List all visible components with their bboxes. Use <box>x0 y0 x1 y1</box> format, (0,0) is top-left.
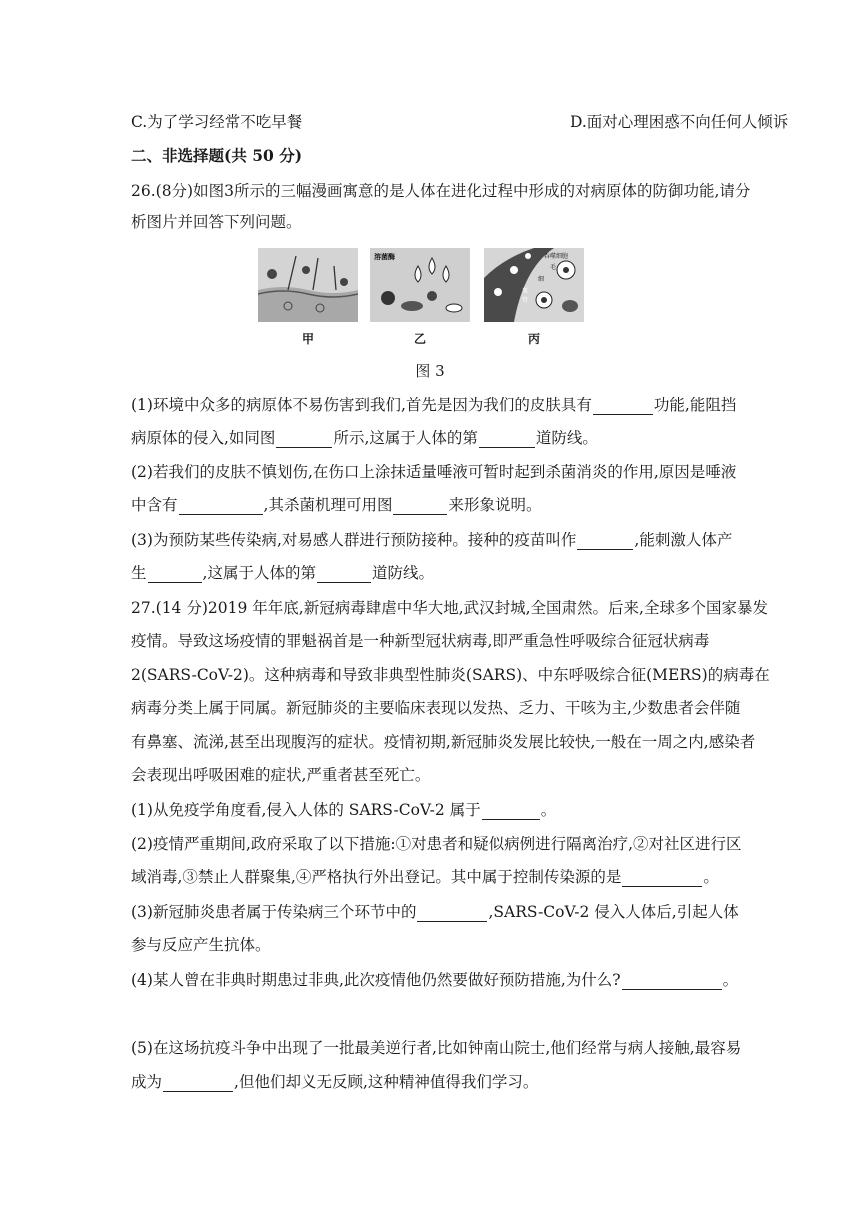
q27-part2-line-2 <box>131 867 719 887</box>
answer-blank[interactable] <box>593 398 653 415</box>
q27-part1-text-b: 。 <box>540 801 557 819</box>
q26-part3-text-c: 生 <box>131 564 147 582</box>
q26-stem-line-1: 26.(8分)如图3所示的三幅漫画寓意的是人体在进化过程中形成的对病原体的防御功能,请分 <box>131 182 751 200</box>
answer-blank[interactable] <box>276 431 332 448</box>
answer-blank[interactable] <box>482 803 540 820</box>
q27-stem-line-2: 疫情。导致这场疫情的罪魁祸首是一种新型冠状病毒,即严重急性呼吸综合征冠状病毒 <box>131 632 710 650</box>
q27-part5-text-b: ,但他们却义无反顾,这种精神值得我们学习。 <box>234 1073 539 1091</box>
q27-part2-text-a: 域消毒,③禁止人群聚集,④严格执行外出登记。其中属于控制传染源的是 <box>131 868 622 886</box>
q27-stem-line-4: 病毒分类上属于同属。新冠肺炎的主要临床表现以发热、乏力、干咳为主,少数患者会伴随 <box>131 699 741 717</box>
q26-part2-text-c: 来形象说明。 <box>448 496 542 514</box>
q26-part1-text-e: 道防线。 <box>535 429 598 447</box>
phagocyte-illustration <box>484 248 584 322</box>
q27-part5-line-2 <box>131 1072 538 1092</box>
q27-part4-line <box>131 970 738 990</box>
skin-barrier-illustration <box>258 248 358 322</box>
q27-part2-text-b: 。 <box>703 868 719 886</box>
capillary-char-4: 管 <box>522 298 529 304</box>
q26-part2-line-1: (2)若我们的皮肤不慎划伤,在伤口上涂抹适量唾液可暂时起到杀菌消炎的作用,原因是唾液 <box>131 463 737 481</box>
figure-label-yi: 乙 <box>413 332 426 346</box>
q26-part1-text-c: 病原体的侵入,如同图 <box>131 429 276 447</box>
answer-blank[interactable] <box>479 431 535 448</box>
q27-part5-text-a: 成为 <box>131 1073 163 1091</box>
capillary-char-1: 毛 <box>550 265 557 271</box>
figure-panel-bing <box>484 248 584 322</box>
figure-panel-yi <box>370 248 470 322</box>
q26-part3-line-1 <box>131 530 732 550</box>
q26-part2-line-2 <box>131 495 541 515</box>
q27-part4-text-a: (4)某人曾在非典时期患过非典,此次疫情他仍然要做好预防措施,为什么? <box>131 971 621 989</box>
options-row <box>131 112 789 132</box>
q26-part3-text-a: (3)为预防某些传染病,对易感人群进行预防接种。接种的疫苗叫作 <box>131 531 577 549</box>
answer-blank[interactable] <box>163 1075 233 1092</box>
q26-part1-text-d: 所示,这属于人体的第 <box>333 429 478 447</box>
figure-3 <box>258 248 618 348</box>
answer-blank[interactable] <box>148 566 202 583</box>
q26-part3-text-e: 道防线。 <box>371 564 434 582</box>
q26-part3-text-d: ,这属于人体的第 <box>202 564 316 582</box>
figure-label-jia: 甲 <box>301 332 314 346</box>
q27-part3-line-1 <box>131 902 739 922</box>
figure-caption: 图 3 <box>415 362 445 380</box>
q26-part1-line-1 <box>131 395 736 415</box>
q26-part1-text-a: (1)环境中众多的病原体不易伤害到我们,首先是因为我们的皮肤具有 <box>131 396 592 414</box>
lysozyme-illustration <box>370 248 470 322</box>
answer-blank[interactable] <box>417 905 487 922</box>
phagocyte-label: 吞噬细胞 <box>544 254 569 260</box>
q27-part3-text-a: (3)新冠肺炎患者属于传染病三个环节中的 <box>131 903 417 921</box>
answer-blank[interactable] <box>622 973 722 990</box>
answer-blank[interactable] <box>622 870 702 887</box>
q26-part1-text-b: 功能,能阻挡 <box>653 396 737 414</box>
q26-part2-text-a: 中含有 <box>131 496 178 514</box>
q27-part5-line-1: (5)在这场抗疫斗争中出现了一批最美逆行者,比如钟南山院士,他们经常与病人接触,最容易 <box>131 1039 742 1057</box>
q26-part3-line-2 <box>131 563 434 583</box>
option-c: C.为了学习经常不吃早餐 <box>131 113 303 131</box>
q27-stem-line-6: 会表现出呼吸困难的症状,严重者甚至死亡。 <box>131 766 431 784</box>
q27-part1-text-a: (1)从免疫学角度看,侵入人体的 SARS-CoV-2 属于 <box>131 801 481 819</box>
q27-stem-line-1: 27.(14 分)2019 年年底,新冠病毒肆虐中华大地,武汉封城,全国肃然。后来,全球多个国家暴发 <box>131 599 768 617</box>
q27-part3-line-2: 参与反应产生抗体。 <box>131 936 271 954</box>
q26-stem-line-2: 析图片并回答下列问题。 <box>131 213 302 231</box>
figure-panel-jia <box>258 248 358 322</box>
q27-part3-text-b: ,SARS-CoV-2 侵入人体后,引起人体 <box>488 903 739 921</box>
answer-blank[interactable] <box>317 566 371 583</box>
capillary-char-3: 血 <box>522 288 529 294</box>
q27-part2-line-1: (2)疫情严重期间,政府采取了以下措施:①对患者和疑似病例进行隔离治疗,②对社区进行区 <box>131 835 742 853</box>
option-d: D.面对心理困惑不向任何人倾诉 <box>570 113 789 131</box>
lysozyme-label: 溶菌酶 <box>374 254 395 261</box>
q27-stem-line-3: 2(SARS-CoV-2)。这种病毒和导致非典型性肺炎(SARS)、中东呼吸综合征(MERS)的病毒在 <box>131 666 770 684</box>
q26-part2-text-b: ,其杀菌机理可用图 <box>263 496 393 514</box>
answer-blank[interactable] <box>577 533 633 550</box>
q26-part1-line-2 <box>131 428 598 448</box>
answer-blank[interactable] <box>393 498 447 515</box>
q26-part3-text-b: ,能刺激人体产 <box>634 531 733 549</box>
answer-blank[interactable] <box>179 498 263 515</box>
section-heading: 二、非选择题(共 50 分) <box>131 146 303 165</box>
q27-part1-line <box>131 800 556 820</box>
capillary-char-2: 细 <box>538 277 545 283</box>
q27-stem-line-5: 有鼻塞、流涕,甚至出现腹泻的症状。疫情初期,新冠肺炎发展比较快,一般在一周之内,感染者 <box>131 733 756 751</box>
q27-part4-text-b: 。 <box>722 971 739 989</box>
figure-label-bing: 丙 <box>527 332 540 346</box>
